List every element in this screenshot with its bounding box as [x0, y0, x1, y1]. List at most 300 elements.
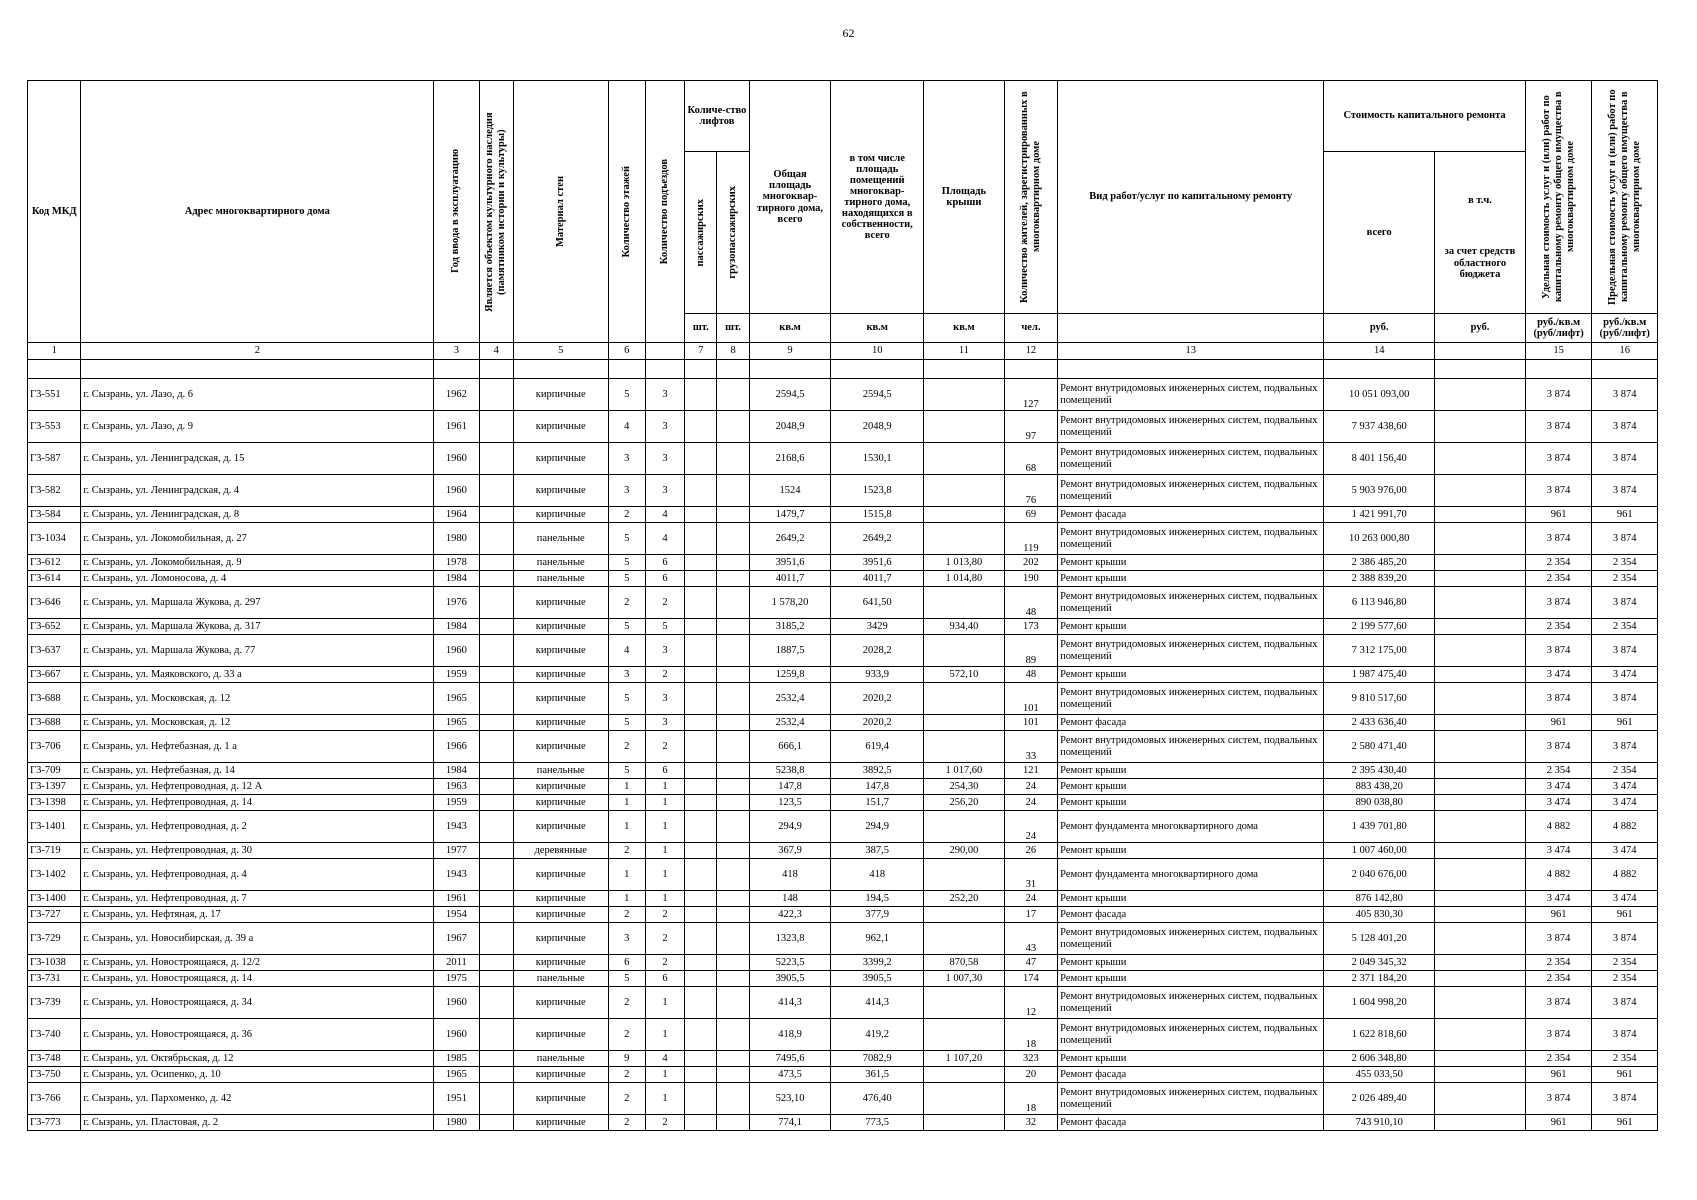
cell-residents: 190	[1004, 571, 1057, 587]
cell-lift-pass	[685, 715, 717, 731]
cell-lift-cargo	[717, 411, 749, 443]
cell-owned-area: 151,7	[831, 795, 924, 811]
cell-owned-area: 294,9	[831, 811, 924, 843]
cell-max-cost: 3 874	[1592, 1019, 1658, 1051]
cell-roof-area	[924, 923, 1005, 955]
cell-floors: 5	[608, 619, 645, 635]
cell-code: Г3-1400	[28, 891, 81, 907]
cell-heritage	[479, 1083, 513, 1115]
cell-lift-cargo	[717, 843, 749, 859]
cell-lift-pass	[685, 1067, 717, 1083]
cell-heritage	[479, 811, 513, 843]
cell-lift-pass	[685, 779, 717, 795]
column-number: 7	[685, 343, 717, 360]
cell-total-area: 1887,5	[749, 635, 831, 667]
cell-entrances: 3	[645, 635, 684, 667]
cell-cost-budget	[1435, 443, 1526, 475]
cell-residents: 69	[1004, 507, 1057, 523]
column-number-row	[28, 343, 1658, 360]
cell-owned-area: 418	[831, 859, 924, 891]
cell-material: кирпичные	[513, 683, 608, 715]
cell-floors: 2	[608, 907, 645, 923]
header-max-cost: Предельная стоимость услуг и (или) работ по капитальному ремонту общего имущества в многоквартирном доме	[1592, 81, 1658, 314]
cell-lift-cargo	[717, 955, 749, 971]
cell-owned-area: 2594,5	[831, 379, 924, 411]
cell-owned-area: 7082,9	[831, 1051, 924, 1067]
cell-entrances: 3	[645, 379, 684, 411]
cell-material: панельные	[513, 555, 608, 571]
cell-floors: 4	[608, 635, 645, 667]
cell-code: Г3-731	[28, 971, 81, 987]
cell-year: 1980	[434, 523, 479, 555]
cell-year: 1967	[434, 923, 479, 955]
cell-owned-area: 4011,7	[831, 571, 924, 587]
cell-owned-area: 2020,2	[831, 683, 924, 715]
cell-work-type: Ремонт внутридомовых инженерных систем, подвальных помещений	[1058, 379, 1324, 411]
cell-owned-area: 773,5	[831, 1115, 924, 1131]
cell-lift-cargo	[717, 443, 749, 475]
cell-work-type: Ремонт фасада	[1058, 1067, 1324, 1083]
table-row	[28, 763, 1658, 779]
cell-floors: 1	[608, 779, 645, 795]
cell-entrances: 3	[645, 411, 684, 443]
cell-roof-area	[924, 635, 1005, 667]
cell-total-area: 2649,2	[749, 523, 831, 555]
cell-entrances: 3	[645, 443, 684, 475]
cell-year: 1951	[434, 1083, 479, 1115]
cell-max-cost: 3 874	[1592, 1083, 1658, 1115]
cell-total-area: 1323,8	[749, 923, 831, 955]
cell-roof-area: 572,10	[924, 667, 1005, 683]
cell-entrances: 2	[645, 587, 684, 619]
cell-residents: 89	[1004, 635, 1057, 667]
cell-roof-area: 1 007,30	[924, 971, 1005, 987]
cell-total-area: 418	[749, 859, 831, 891]
header-owned-area: в том числе площадь помещений многоквар-тирного дома, находящихся в собственности, всего	[831, 81, 924, 314]
cell-cost-total: 2 040 676,00	[1324, 859, 1435, 891]
cell-lift-cargo	[717, 1051, 749, 1067]
cell-owned-area: 2020,2	[831, 715, 924, 731]
table-row	[28, 779, 1658, 795]
cell-residents: 68	[1004, 443, 1057, 475]
cell-cost-total: 2 371 184,20	[1324, 971, 1435, 987]
cell-lift-cargo	[717, 571, 749, 587]
table-row	[28, 587, 1658, 619]
cell-address: г. Сызрань, ул. Ленинградская, д. 8	[81, 507, 434, 523]
column-number: 2	[81, 343, 434, 360]
cell-roof-area: 290,00	[924, 843, 1005, 859]
cell-material: кирпичные	[513, 1115, 608, 1131]
cell-entrances: 4	[645, 523, 684, 555]
cell-lift-cargo	[717, 859, 749, 891]
unit-unit-cost: руб./кв.м (руб/лифт)	[1525, 314, 1592, 343]
cell-lift-pass	[685, 923, 717, 955]
cell-cost-total: 2 386 485,20	[1324, 555, 1435, 571]
cell-floors: 4	[608, 411, 645, 443]
cell-code: Г3-637	[28, 635, 81, 667]
cell-residents: 47	[1004, 955, 1057, 971]
cell-heritage	[479, 555, 513, 571]
cell-entrances: 6	[645, 571, 684, 587]
cell-lift-cargo	[717, 619, 749, 635]
cell-year: 2011	[434, 955, 479, 971]
cell-floors: 5	[608, 555, 645, 571]
cell-entrances: 1	[645, 779, 684, 795]
cell-lift-cargo	[717, 683, 749, 715]
cell-address: г. Сызрань, ул. Маяковского, д. 33 а	[81, 667, 434, 683]
cell-max-cost: 3 874	[1592, 379, 1658, 411]
cell-floors: 2	[608, 731, 645, 763]
header-floors: Количество этажей	[608, 81, 645, 343]
cell-max-cost: 3 874	[1592, 411, 1658, 443]
column-number: 11	[924, 343, 1005, 360]
cell-cost-total: 1 987 475,40	[1324, 667, 1435, 683]
cell-year: 1943	[434, 811, 479, 843]
cell-floors: 9	[608, 1051, 645, 1067]
cell-cost-budget	[1435, 555, 1526, 571]
table-row	[28, 411, 1658, 443]
table-row	[28, 955, 1658, 971]
cell-cost-budget	[1435, 1067, 1526, 1083]
cell-residents: 48	[1004, 587, 1057, 619]
column-number: 3	[434, 343, 479, 360]
cell-code: Г3-614	[28, 571, 81, 587]
header-lifts: Количе-ство лифтов	[685, 81, 750, 152]
cell-heritage	[479, 683, 513, 715]
cell-work-type: Ремонт крыши	[1058, 795, 1324, 811]
cell-material: кирпичные	[513, 715, 608, 731]
cell-total-area: 147,8	[749, 779, 831, 795]
cell-year: 1984	[434, 763, 479, 779]
cell-entrances: 2	[645, 907, 684, 923]
cell-year: 1943	[434, 859, 479, 891]
cell-year: 1984	[434, 619, 479, 635]
cell-heritage	[479, 955, 513, 971]
cell-material: панельные	[513, 523, 608, 555]
cell-heritage	[479, 587, 513, 619]
cell-cost-total: 6 113 946,80	[1324, 587, 1435, 619]
table-row	[28, 635, 1658, 667]
cell-entrances: 2	[645, 923, 684, 955]
cell-code: Г3-739	[28, 987, 81, 1019]
cell-floors: 3	[608, 667, 645, 683]
cell-total-area: 414,3	[749, 987, 831, 1019]
header-year: Год ввода в эксплуатацию	[434, 81, 479, 343]
cell-code: Г3-582	[28, 475, 81, 507]
page-number: 62	[842, 26, 855, 40]
cell-work-type: Ремонт внутридомовых инженерных систем, подвальных помещений	[1058, 635, 1324, 667]
cell-residents: 101	[1004, 683, 1057, 715]
cell-address: г. Сызрань, ул. Новостроящаяся, д. 34	[81, 987, 434, 1019]
cell-total-area: 1 578,20	[749, 587, 831, 619]
cell-work-type: Ремонт внутридомовых инженерных систем, подвальных помещений	[1058, 923, 1324, 955]
cell-owned-area: 3429	[831, 619, 924, 635]
cell-total-area: 523,10	[749, 1083, 831, 1115]
capital-repair-table	[27, 80, 1658, 1131]
table-row	[28, 923, 1658, 955]
cell-floors: 3	[608, 923, 645, 955]
cell-entrances: 2	[645, 955, 684, 971]
column-number: 8	[717, 343, 749, 360]
cell-owned-area: 1523,8	[831, 475, 924, 507]
cell-unit-cost: 3 874	[1525, 411, 1592, 443]
cell-lift-cargo	[717, 907, 749, 923]
cell-material: кирпичные	[513, 731, 608, 763]
cell-year: 1965	[434, 683, 479, 715]
unit-cost-total: руб.	[1324, 314, 1435, 343]
cell-max-cost: 2 354	[1592, 571, 1658, 587]
cell-cost-total: 1 604 998,20	[1324, 987, 1435, 1019]
cell-year: 1976	[434, 587, 479, 619]
cell-cost-total: 405 830,30	[1324, 907, 1435, 923]
cell-code: Г3-1034	[28, 523, 81, 555]
cell-owned-area: 962,1	[831, 923, 924, 955]
cell-floors: 2	[608, 1115, 645, 1131]
cell-owned-area: 194,5	[831, 891, 924, 907]
cell-cost-total: 890 038,80	[1324, 795, 1435, 811]
column-number: 10	[831, 343, 924, 360]
cell-total-area: 774,1	[749, 1115, 831, 1131]
cell-lift-pass	[685, 619, 717, 635]
cell-total-area: 4011,7	[749, 571, 831, 587]
cell-code: Г3-612	[28, 555, 81, 571]
cell-lift-cargo	[717, 523, 749, 555]
cell-heritage	[479, 763, 513, 779]
cell-roof-area: 256,20	[924, 795, 1005, 811]
cell-cost-total: 2 026 489,40	[1324, 1083, 1435, 1115]
cell-address: г. Сызрань, ул. Локомобильная, д. 9	[81, 555, 434, 571]
header-entrances: Количество подъездов	[645, 81, 684, 343]
cell-entrances: 1	[645, 987, 684, 1019]
cell-heritage	[479, 571, 513, 587]
cell-cost-total: 1 007 460,00	[1324, 843, 1435, 859]
column-number: 15	[1525, 343, 1592, 360]
cell-unit-cost: 2 354	[1525, 619, 1592, 635]
cell-code: Г3-1402	[28, 859, 81, 891]
table-row	[28, 843, 1658, 859]
cell-residents: 12	[1004, 987, 1057, 1019]
cell-year: 1959	[434, 795, 479, 811]
cell-cost-budget	[1435, 571, 1526, 587]
header-lift-pass: пассажирских	[685, 152, 717, 314]
cell-lift-cargo	[717, 379, 749, 411]
cell-lift-pass	[685, 411, 717, 443]
cell-floors: 2	[608, 987, 645, 1019]
cell-floors: 5	[608, 523, 645, 555]
cell-cost-budget	[1435, 683, 1526, 715]
cell-lift-cargo	[717, 811, 749, 843]
cell-code: Г3-729	[28, 923, 81, 955]
cell-total-area: 3185,2	[749, 619, 831, 635]
cell-unit-cost: 3 874	[1525, 635, 1592, 667]
cell-cost-budget	[1435, 619, 1526, 635]
cell-max-cost: 3 874	[1592, 987, 1658, 1019]
cell-lift-pass	[685, 443, 717, 475]
column-number: 6	[608, 343, 645, 360]
table-row	[28, 1067, 1658, 1083]
cell-material: панельные	[513, 763, 608, 779]
unit-residents: чел.	[1004, 314, 1057, 343]
cell-address: г. Сызрань, ул. Нефтепроводная, д. 2	[81, 811, 434, 843]
cell-unit-cost: 3 874	[1525, 443, 1592, 475]
column-number: 1	[28, 343, 81, 360]
cell-roof-area	[924, 523, 1005, 555]
cell-code: Г3-719	[28, 843, 81, 859]
cell-material: кирпичные	[513, 907, 608, 923]
cell-roof-area	[924, 683, 1005, 715]
cell-unit-cost: 3 874	[1525, 683, 1592, 715]
cell-work-type: Ремонт крыши	[1058, 1051, 1324, 1067]
cell-address: г. Сызрань, ул. Нефтепроводная, д. 30	[81, 843, 434, 859]
column-number: 14	[1324, 343, 1435, 360]
cell-lift-pass	[685, 379, 717, 411]
cell-code: Г3-750	[28, 1067, 81, 1083]
cell-material: кирпичные	[513, 795, 608, 811]
cell-max-cost: 2 354	[1592, 971, 1658, 987]
column-number: 4	[479, 343, 513, 360]
cell-lift-pass	[685, 843, 717, 859]
unit-cost-budget: руб.	[1435, 314, 1526, 343]
cell-floors: 3	[608, 443, 645, 475]
cell-cost-total: 9 810 517,60	[1324, 683, 1435, 715]
cell-unit-cost: 961	[1525, 1115, 1592, 1131]
cell-floors: 1	[608, 859, 645, 891]
cell-unit-cost: 2 354	[1525, 555, 1592, 571]
cell-owned-area: 3399,2	[831, 955, 924, 971]
cell-lift-cargo	[717, 587, 749, 619]
header-lift-cargo: грузопассажирских	[717, 152, 749, 314]
cell-material: кирпичные	[513, 923, 608, 955]
header-roof-area: Площадь крыши	[924, 81, 1005, 314]
cell-address: г. Сызрань, ул. Нефтебазная, д. 14	[81, 763, 434, 779]
cell-roof-area	[924, 1115, 1005, 1131]
cell-year: 1975	[434, 971, 479, 987]
cell-year: 1980	[434, 1115, 479, 1131]
cell-total-area: 2532,4	[749, 715, 831, 731]
table-row	[28, 571, 1658, 587]
cell-total-area: 418,9	[749, 1019, 831, 1051]
table-row	[28, 619, 1658, 635]
cell-cost-total: 5 128 401,20	[1324, 923, 1435, 955]
cell-unit-cost: 2 354	[1525, 1051, 1592, 1067]
cell-cost-budget	[1435, 843, 1526, 859]
cell-floors: 2	[608, 1019, 645, 1051]
cell-floors: 2	[608, 1083, 645, 1115]
cell-cost-total: 7 312 175,00	[1324, 635, 1435, 667]
cell-cost-budget	[1435, 523, 1526, 555]
cell-work-type: Ремонт внутридомовых инженерных систем, подвальных помещений	[1058, 523, 1324, 555]
header-unit-cost: Удельная стоимость услуг и (или) работ по капитальному ремонту общего имущества в многоквартирном доме	[1525, 81, 1592, 314]
cell-address: г. Сызрань, ул. Нефтяная, д. 17	[81, 907, 434, 923]
cell-lift-cargo	[717, 971, 749, 987]
cell-roof-area	[924, 1083, 1005, 1115]
cell-residents: 43	[1004, 923, 1057, 955]
cell-entrances: 1	[645, 891, 684, 907]
cell-entrances: 1	[645, 1019, 684, 1051]
cell-floors: 2	[608, 1067, 645, 1083]
cell-cost-budget	[1435, 971, 1526, 987]
cell-lift-pass	[685, 667, 717, 683]
cell-entrances: 6	[645, 763, 684, 779]
cell-cost-budget	[1435, 763, 1526, 779]
cell-cost-total: 8 401 156,40	[1324, 443, 1435, 475]
cell-heritage	[479, 715, 513, 731]
cell-max-cost: 3 874	[1592, 731, 1658, 763]
cell-floors: 3	[608, 475, 645, 507]
header-work-type: Вид работ/услуг по капитальному ремонту	[1058, 81, 1324, 314]
cell-max-cost: 3 874	[1592, 587, 1658, 619]
cell-floors: 5	[608, 379, 645, 411]
cell-cost-total: 2 580 471,40	[1324, 731, 1435, 763]
cell-year: 1985	[434, 1051, 479, 1067]
cell-address: г. Сызрань, ул. Октябрьская, д. 12	[81, 1051, 434, 1067]
cell-cost-budget	[1435, 891, 1526, 907]
cell-heritage	[479, 523, 513, 555]
cell-address: г. Сызрань, ул. Пластовая, д. 2	[81, 1115, 434, 1131]
cell-owned-area: 641,50	[831, 587, 924, 619]
cell-code: Г3-646	[28, 587, 81, 619]
cell-residents: 26	[1004, 843, 1057, 859]
cell-cost-budget	[1435, 955, 1526, 971]
cell-max-cost: 3 874	[1592, 923, 1658, 955]
cell-residents: 127	[1004, 379, 1057, 411]
cell-work-type: Ремонт внутридомовых инженерных систем, подвальных помещений	[1058, 411, 1324, 443]
cell-year: 1962	[434, 379, 479, 411]
cell-unit-cost: 3 874	[1525, 523, 1592, 555]
cell-material: панельные	[513, 1051, 608, 1067]
column-number: 9	[749, 343, 831, 360]
cell-unit-cost: 961	[1525, 1067, 1592, 1083]
cell-unit-cost: 3 474	[1525, 667, 1592, 683]
cell-entrances: 1	[645, 1083, 684, 1115]
cell-year: 1964	[434, 507, 479, 523]
cell-cost-budget	[1435, 811, 1526, 843]
cell-year: 1963	[434, 779, 479, 795]
header-cost-total: всего	[1324, 152, 1435, 314]
cell-floors: 5	[608, 683, 645, 715]
cell-heritage	[479, 987, 513, 1019]
cell-roof-area	[924, 1067, 1005, 1083]
cell-year: 1965	[434, 1067, 479, 1083]
cell-code: Г3-709	[28, 763, 81, 779]
cell-work-type: Ремонт фундамента многоквартирного дома	[1058, 859, 1324, 891]
cell-work-type: Ремонт фасада	[1058, 507, 1324, 523]
cell-heritage	[479, 971, 513, 987]
cell-total-area: 5223,5	[749, 955, 831, 971]
cell-cost-budget	[1435, 795, 1526, 811]
cell-residents: 32	[1004, 1115, 1057, 1131]
cell-heritage	[479, 1067, 513, 1083]
cell-unit-cost: 3 874	[1525, 587, 1592, 619]
cell-lift-pass	[685, 571, 717, 587]
table-row	[28, 731, 1658, 763]
table-row	[28, 907, 1658, 923]
cell-max-cost: 961	[1592, 507, 1658, 523]
cell-cost-budget	[1435, 507, 1526, 523]
cell-lift-cargo	[717, 1019, 749, 1051]
cell-residents: 17	[1004, 907, 1057, 923]
cell-code: Г3-766	[28, 1083, 81, 1115]
cell-work-type: Ремонт крыши	[1058, 571, 1324, 587]
cell-residents: 97	[1004, 411, 1057, 443]
cell-code: Г3-584	[28, 507, 81, 523]
cell-code: Г3-688	[28, 715, 81, 731]
cell-lift-pass	[685, 1051, 717, 1067]
cell-max-cost: 3 474	[1592, 667, 1658, 683]
cell-cost-budget	[1435, 923, 1526, 955]
cell-max-cost: 2 354	[1592, 619, 1658, 635]
cell-unit-cost: 3 874	[1525, 475, 1592, 507]
